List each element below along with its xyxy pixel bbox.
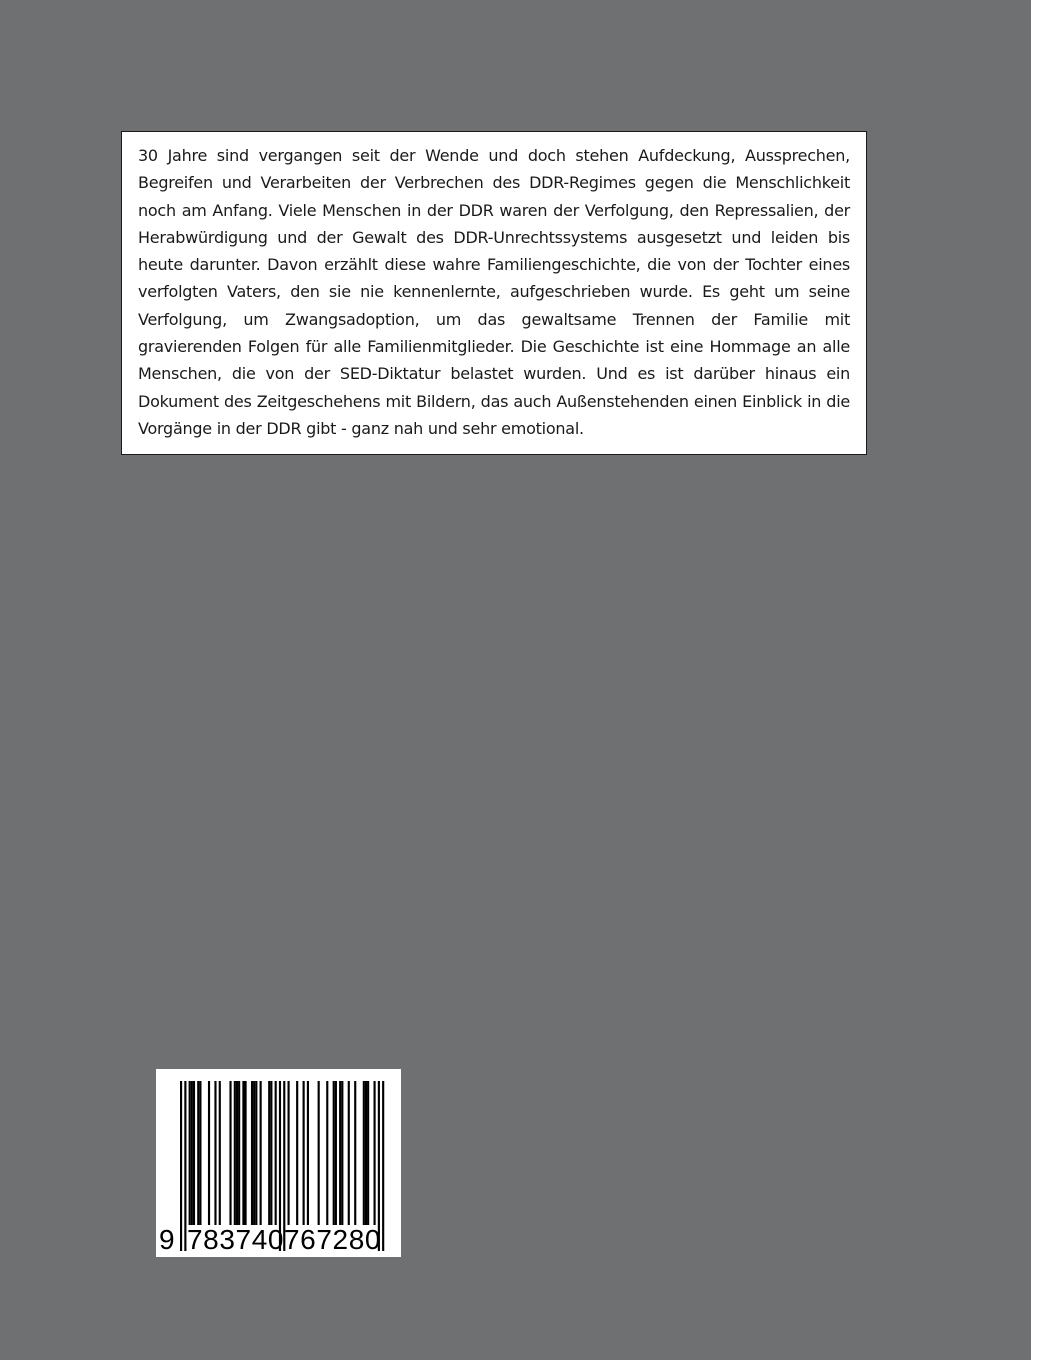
barcode-bar: [275, 1081, 277, 1225]
barcode-bar: [214, 1081, 216, 1225]
barcode-bar: [296, 1081, 298, 1225]
barcode-bar: [354, 1081, 356, 1225]
barcode-bar: [374, 1081, 376, 1225]
barcode-lead-digit: 9: [159, 1224, 175, 1255]
page-edge: [1031, 0, 1044, 1360]
barcode-bar: [307, 1081, 309, 1225]
barcode-bar: [189, 1081, 191, 1225]
barcode-bar: [333, 1081, 335, 1225]
barcode-bar: [238, 1081, 240, 1225]
barcode-bar: [363, 1081, 365, 1225]
barcode-bar: [234, 1081, 236, 1225]
barcode-bar: [255, 1081, 257, 1225]
barcode-bar: [348, 1081, 350, 1225]
barcode-left-group: 783740: [187, 1224, 285, 1255]
barcode-right-group: 767280: [284, 1224, 382, 1255]
barcode-bar: [303, 1081, 305, 1225]
barcode-bar: [251, 1081, 253, 1225]
barcode-bar: [335, 1081, 337, 1225]
barcode-bar: [341, 1081, 343, 1225]
barcode-bar: [242, 1081, 244, 1225]
barcode-bar: [288, 1081, 290, 1225]
barcode-bar: [367, 1081, 369, 1225]
blurb-text: 30 Jahre sind vergangen seit der Wende und doch stehen Aufdeckung, Aussprechen, Begreifen und Verarbeiten der Verbrechen des DDR-Regimes gegen die Menschlichkeit noch am Anfang. Viele Menschen in der DDR waren der Verfolgung, den Repressalien, der Herabwürdigung und der Gewalt des DDR-Unrechtssystems ausgesetzt und leiden bis heute darunter. Davon erzählt diese wahre Familiengeschichte, die von der Tochter eines verfolgten Vaters, den sie nie kennenlernte, aufgeschrieben wurde. Es geht um seine Verfolgung, um Zwangsadoption, um das gewaltsame Trennen der Familie mit gravierenden Folgen für alle Familienmitglieder. Die Geschichte ist eine Hommage an alle Menschen, die von der SED-Diktatur belastet wurden. Und es ist darüber hinaus ein Dokument des Zeitgeschehens mit Bildern, das auch Außenstehenden einen Einblick in die Vorgänge in der DDR gibt - ganz nah und sehr emotional.: [138, 146, 850, 438]
barcode-bar: [219, 1081, 221, 1225]
isbn-barcode: [156, 1069, 401, 1257]
barcode-bar: [365, 1081, 367, 1225]
barcode-bar: [268, 1081, 270, 1225]
blurb-box: [121, 131, 867, 455]
barcode-bar: [229, 1081, 231, 1225]
barcode-bar: [245, 1081, 247, 1225]
barcode-bar: [199, 1081, 201, 1225]
barcode-bar: [339, 1081, 341, 1225]
barcode-bar: [236, 1081, 238, 1225]
barcode-bar: [197, 1081, 199, 1225]
barcode-bar: [193, 1081, 195, 1225]
barcode-bar: [191, 1081, 193, 1225]
barcode-bar: [260, 1081, 262, 1225]
barcode-bar: [208, 1081, 210, 1225]
barcode-bar: [318, 1081, 320, 1225]
barcode-bar: [270, 1081, 272, 1225]
barcode-bar: [326, 1081, 328, 1225]
barcode-digits: [156, 1225, 401, 1255]
barcode-bar: [253, 1081, 255, 1225]
